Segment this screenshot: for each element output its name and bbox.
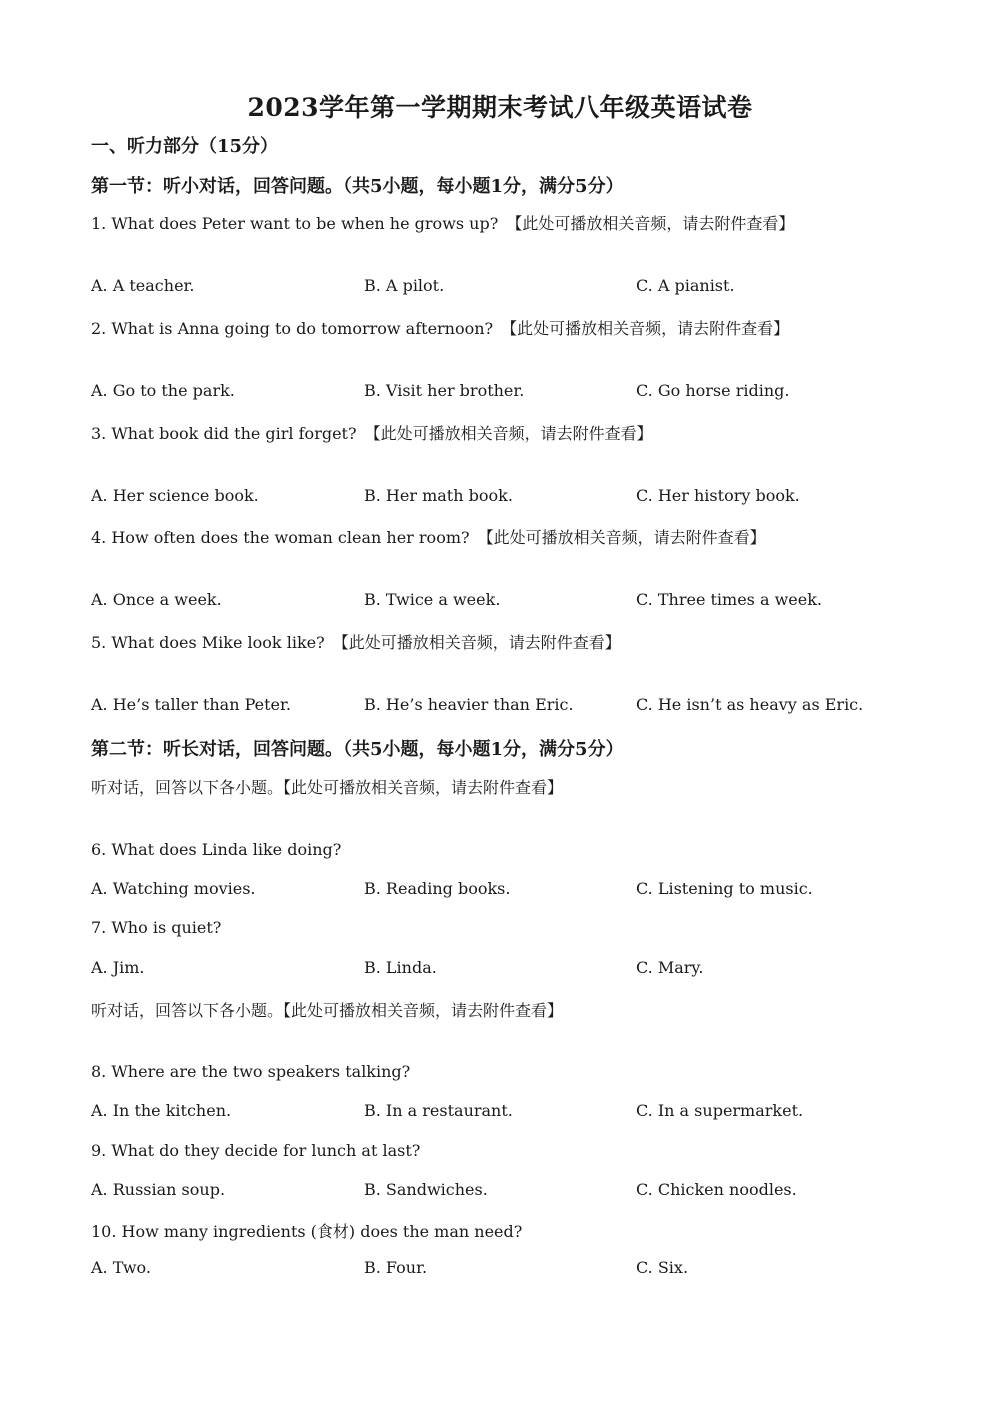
question-text: 2. What is Anna going to do tomorrow afternoon? xyxy=(91,319,494,338)
question-text: 1. What does Peter want to be when he grows up? xyxy=(91,214,499,233)
q7-option-c: C. Mary. xyxy=(636,958,704,977)
q3-option-c: C. Her history book. xyxy=(636,486,800,505)
q7-option-b: B. Linda. xyxy=(364,958,437,977)
q7-option-a: A. Jim. xyxy=(91,958,145,977)
q1-option-b: B. A pilot. xyxy=(364,276,445,295)
q6-option-c: C. Listening to music. xyxy=(636,879,813,898)
q3-option-b: B. Her math book. xyxy=(364,486,513,505)
instruction-line xyxy=(91,775,563,798)
audio-note: 【此处可播放相关音频，请去附件查看】 xyxy=(283,778,564,797)
q9-option-c: C. Chicken noodles. xyxy=(636,1180,797,1199)
q2-option-a: A. Go to the park. xyxy=(91,381,235,400)
q8-option-c: C. In a supermarket. xyxy=(636,1101,804,1120)
q1-option-c: C. A pianist. xyxy=(636,276,735,295)
q5-option-a: A. He’s taller than Peter. xyxy=(91,695,291,714)
audio-note: 【此处可播放相关音频，请去附件查看】 xyxy=(364,424,653,443)
question-text: 5. What does Mike look like? xyxy=(91,633,325,652)
instruction-text: 听对话，回答以下各小题。 xyxy=(91,1001,284,1020)
audio-note: 【此处可播放相关音频，请去附件查看】 xyxy=(477,528,766,547)
q5-option-c: C. He isn’t as heavy as Eric. xyxy=(636,695,864,714)
q10-option-a: A. Two. xyxy=(91,1258,151,1277)
section-heading-2: 第二节：听长对话，回答问题。（共5小题，每小题1分，满分5分） xyxy=(91,739,624,760)
exam-title: 2023学年第一学期期末考试八年级英语试卷 xyxy=(247,93,753,122)
q1-option-a: A. A teacher. xyxy=(91,276,195,295)
q2-option-c: C. Go horse riding. xyxy=(636,381,790,400)
q4-option-a: A. Once a week. xyxy=(91,590,222,609)
question-10 xyxy=(91,1219,522,1242)
q3-option-a: A. Her science book. xyxy=(91,486,259,505)
instruction-text: 听对话，回答以下各小题。 xyxy=(91,778,284,797)
question-text: 9. What do they decide for lunch at last? xyxy=(91,1141,421,1160)
question-text: 7. Who is quiet? xyxy=(91,918,222,937)
question-text: 6. What does Linda like doing? xyxy=(91,840,342,859)
q4-option-c: C. Three times a week. xyxy=(636,590,823,609)
q2-option-b: B. Visit her brother. xyxy=(364,381,525,400)
question-3 xyxy=(91,421,653,444)
question-4 xyxy=(91,525,766,548)
question-2 xyxy=(91,316,789,339)
question-text: 4. How often does the woman clean her room? xyxy=(91,528,470,547)
question-8 xyxy=(91,1062,410,1081)
q6-option-a: A. Watching movies. xyxy=(91,879,256,898)
q8-option-a: A. In the kitchen. xyxy=(91,1101,232,1120)
question-text: 10. How many ingredients (食材) does the man need? xyxy=(91,1222,523,1241)
instruction-line xyxy=(91,998,563,1021)
question-text: 8. Where are the two speakers talking? xyxy=(91,1062,411,1081)
question-9 xyxy=(91,1141,420,1160)
question-text: 3. What book did the girl forget? xyxy=(91,424,357,443)
audio-note: 【此处可播放相关音频，请去附件查看】 xyxy=(501,319,790,338)
question-1 xyxy=(91,211,794,234)
part-heading-listening: 一、听力部分（15分） xyxy=(91,136,279,157)
audio-note: 【此处可播放相关音频，请去附件查看】 xyxy=(506,214,795,233)
q9-option-a: A. Russian soup. xyxy=(91,1180,226,1199)
q8-option-b: B. In a restaurant. xyxy=(364,1101,513,1120)
q6-option-b: B. Reading books. xyxy=(364,879,511,898)
q4-option-b: B. Twice a week. xyxy=(364,590,501,609)
question-7 xyxy=(91,918,221,937)
q10-option-b: B. Four. xyxy=(364,1258,428,1277)
q9-option-b: B. Sandwiches. xyxy=(364,1180,488,1199)
q5-option-b: B. He’s heavier than Eric. xyxy=(364,695,574,714)
q10-option-c: C. Six. xyxy=(636,1258,689,1277)
question-6 xyxy=(91,840,341,859)
question-5 xyxy=(91,630,621,653)
audio-note: 【此处可播放相关音频，请去附件查看】 xyxy=(332,633,621,652)
section-heading-1: 第一节：听小对话，回答问题。（共5小题，每小题1分，满分5分） xyxy=(91,176,624,197)
audio-note: 【此处可播放相关音频，请去附件查看】 xyxy=(283,1001,564,1020)
